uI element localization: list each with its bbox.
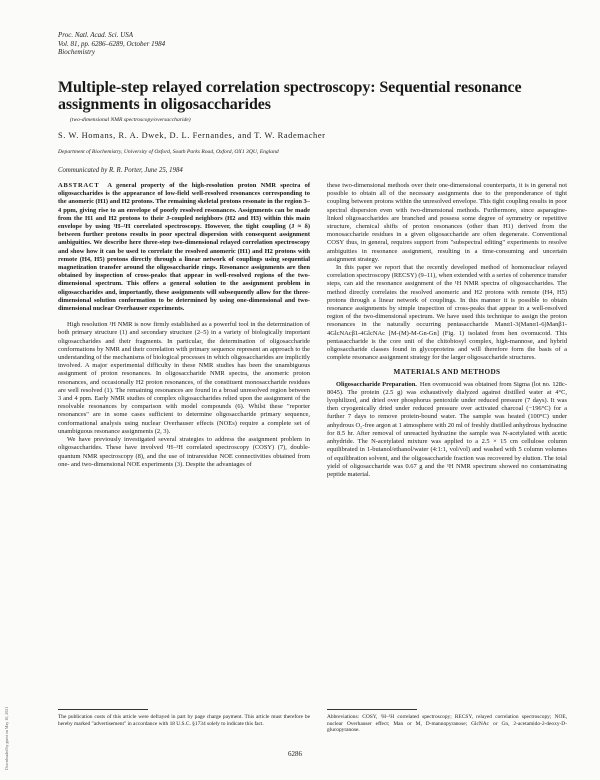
authors: S. W. Homans, R. A. Dwek, D. L. Fernandes, and T. W. Rademacher xyxy=(58,131,326,140)
footnote-divider-right xyxy=(327,709,417,710)
footnote-divider-left xyxy=(58,709,148,710)
left-column xyxy=(58,182,310,469)
journal-header xyxy=(58,31,165,57)
intro-paragraph-1: High resolution ¹H NMR is now firmly established as a powerful tool in the determination of both primary structure (1) and secondary structure (2–5) in a variety of biologically important oligosaccharides and their fragments. In particular, the determination of oligosaccharide conformations by NMR and their correlation with primary sequence represent an approach to the understanding of the mechanisms of biological processes in which oligosaccharides are implicitly involved. A major experimental difficulty in these NMR studies has been the unambiguous assignment of proton resonances. In oligosaccharide NMR spectra, the anomeric proton resonances, and occasionally H2 proton resonances, of the constituent monosaccharide residues are well resolved (1). The remaining resonances are found in a broad unresolved region between 3 and 4 ppm. Early NMR studies of complex oligosaccharides relied upon the assignment of the resolvable resonances by comparison with model compounds (6). Whilst these "reporter resonances" are in some cases sufficient to determine oligosaccharide primary sequence, conformational analysis using nuclear Overhauser effects (NOEs) require a complete set of unambiguous resonance assignments (2, 3). xyxy=(58,321,310,435)
right-column xyxy=(327,182,567,479)
intro-paragraph-2: We have previously investigated several strategies to address the assignment problem in oligosaccharides. These have involved ¹H–¹H correlated spectroscopy (COSY) (7), double-quantum NMR spectroscopy (8), and the use of intraresidue NOE connectivities obtained from one- and two-dimensional NOE experiments (3). Despite the advantages of xyxy=(58,436,310,468)
affiliation: Department of Biochemistry, University of Oxford, South Parks Road, Oxford, OX1 3QU, England xyxy=(58,149,279,155)
publication-footnote: The publication costs of this article were defrayed in part by page charge payment. This article must therefore be hereby marked "advertisement" in accordance with 18 U.S.C. §1734 solely to indicate this fact. xyxy=(58,714,310,727)
article-title: Multiple-step relayed correlation spectroscopy: Sequential resonance assignments in oligosaccharides xyxy=(58,79,522,113)
keywords: (two-dimensional NMR spectroscopy/oversaccharide) xyxy=(70,117,191,123)
communicated-by: Communicated by R. R. Porter, June 25, 1984 xyxy=(58,167,183,174)
abstract xyxy=(58,182,310,313)
methods-heading: MATERIALS AND METHODS xyxy=(393,368,501,377)
right-paragraph-1: these two-dimensional methods over their one-dimensional counterparts, it is in general not possible to obtain all of the necessary assignments due to the preponderance of tight coupling between protons within the unresolved envelope. This tight coupling results in poor spectral dispersion even with two-dimensional methods. Furthermore, since asparagine-linked oligosaccharides are branched and possess some degree of symmetry or repetitive structure, chemical shifts of proton resonances (other than H1) derived from the monosaccharide residues in a given oligosaccharide are often degenerate. Conventional COSY thus, in general, requires support from "subspectral editing" experiments to resolve ambiguities in resonance assignment, resulting in a time-consuming and uncertain assignment strategy. xyxy=(327,182,567,263)
right-paragraph-2: In this paper we report that the recently developed method of homonuclear relayed correlation spectroscopy (RECSY) (9–11), when extended with a series of coherence transfer steps, can aid the resonance assignment of the ¹H NMR spectra of oligosaccharides. The method directly correlates the resolved anomeric and H2 protons with remote (H4, H5) protons through a linear network of couplings. In this manner it is possible to obtain resonance assignments by simple inspection of cross-peaks that appear in a well-resolved region of the two-dimensional spectrum. We have used this technique to assign the proton resonances in the naturally occurring pentasaccharide Manα1-3(Manα1-6)Manβ1-4GlcNAcβ1-4GlcNAc [M-(M)-M-Gn-Gn] (Fig. 1) isolated from hen ovomucoid. This pentasaccharide is the core unit of the chitobiosyl complex, high-mannose, and hybrid oligosaccharide classes found in glycoproteins and will therefore form the basis of a complete resonance assignment strategy for the larger oligosaccharide structures. xyxy=(327,264,568,362)
abstract-text: A general property of the high-resolution proton NMR spectra of oligosaccharides is the appearance of low-field well-resolved resonances corresponding to the anomeric (H1) and H2 protons. The remaining skeletal protons resonate in the region 3–4 ppm, giving rise to an envelope of poorly resolved resonances. Assignments can be made from the H1 and H2 protons to their J-coupled neighbors (H2 and H3) within this main envelope by using ¹H–¹H correlated spectroscopy. However, the tight coupling (J ≈ δ) between further protons results in poor spectral dispersion with consequent assignment ambiguities. We describe here three-step two-dimensional relayed correlation spectroscopy and show how it can be used to correlate the resolved anomeric (H1) and H2 protons with remote (H4, H5) protons directly through a linear network of couplings using sequential magnetization transfer around the oligosaccharide rings. Resonance assignments are then obtained by inspection of cross-peaks that appear in well-resolved regions of the two-dimensional spectrum. This offers a general solution to the assignment problem in oligosaccharides and, importantly, these assignments will subsequently allow for the three-dimensional solution conformation to be determined by using one-dimensional and two-dimensional nuclear Overhauser experiments. xyxy=(58,182,310,313)
journal-volume: Vol. 81, pp. 6286–6289, October 1984 xyxy=(58,39,166,48)
abstract-label: ABSTRACT xyxy=(58,182,100,189)
journal-section: Biochemistry xyxy=(58,48,95,57)
methods-subhead: Oligosaccharide Preparation. xyxy=(336,380,417,388)
journal-name: Proc. Natl. Acad. Sci. USA xyxy=(58,31,134,39)
methods-paragraph xyxy=(327,381,567,479)
download-watermark: Downloaded by guest on May 10, 2021 xyxy=(4,706,9,770)
page-number: 6286 xyxy=(288,750,302,758)
abbreviations-footnote: Abbreviations: COSY, ¹H–¹H correlated spectroscopy; RECSY, relayed correlation spectroscopy; NOE, nuclear Overhauser effect; Man or M, D-mannopyranose; GlcNAc or Gn, 2-acetamido-2-deoxy-D-glucopyranose. xyxy=(327,714,567,734)
methods-text: Hen ovomucoid was obtained from Sigma (lot no. 128c-8045). The protein (2.5 g) was exhaustively dialyzed against distilled water at 4°C, lyophilized, and dried over phosphorus pentoxide under reduced pressure (7 days). It was then cryogenically dried under reduced pressure over activated charcoal (−196°C) for a further 7 days to remove protein-bound water. The sample was heated (100°C) under anhydrous O₂-free argon at 1 atmosphere with 20 ml of freshly distilled anhydrous hydrazine for 8.5 hr. After removal of unreacted hydrazine the sample was N-acetylated with acetic anhydride. The N-acetylated mixture was applied to a 2.5 × 15 cm cellulose column equilibrated in 1-butanol/ethanol/water (4:1:1, vol/vol) and washed with 5 column volumes of equilibration solvent, and the oligosaccharide fraction was recovered by elution. The total yield of oligosaccharide was 0.67 g and the ¹H NMR spectrum showed no contaminating peptide material. xyxy=(327,380,567,478)
